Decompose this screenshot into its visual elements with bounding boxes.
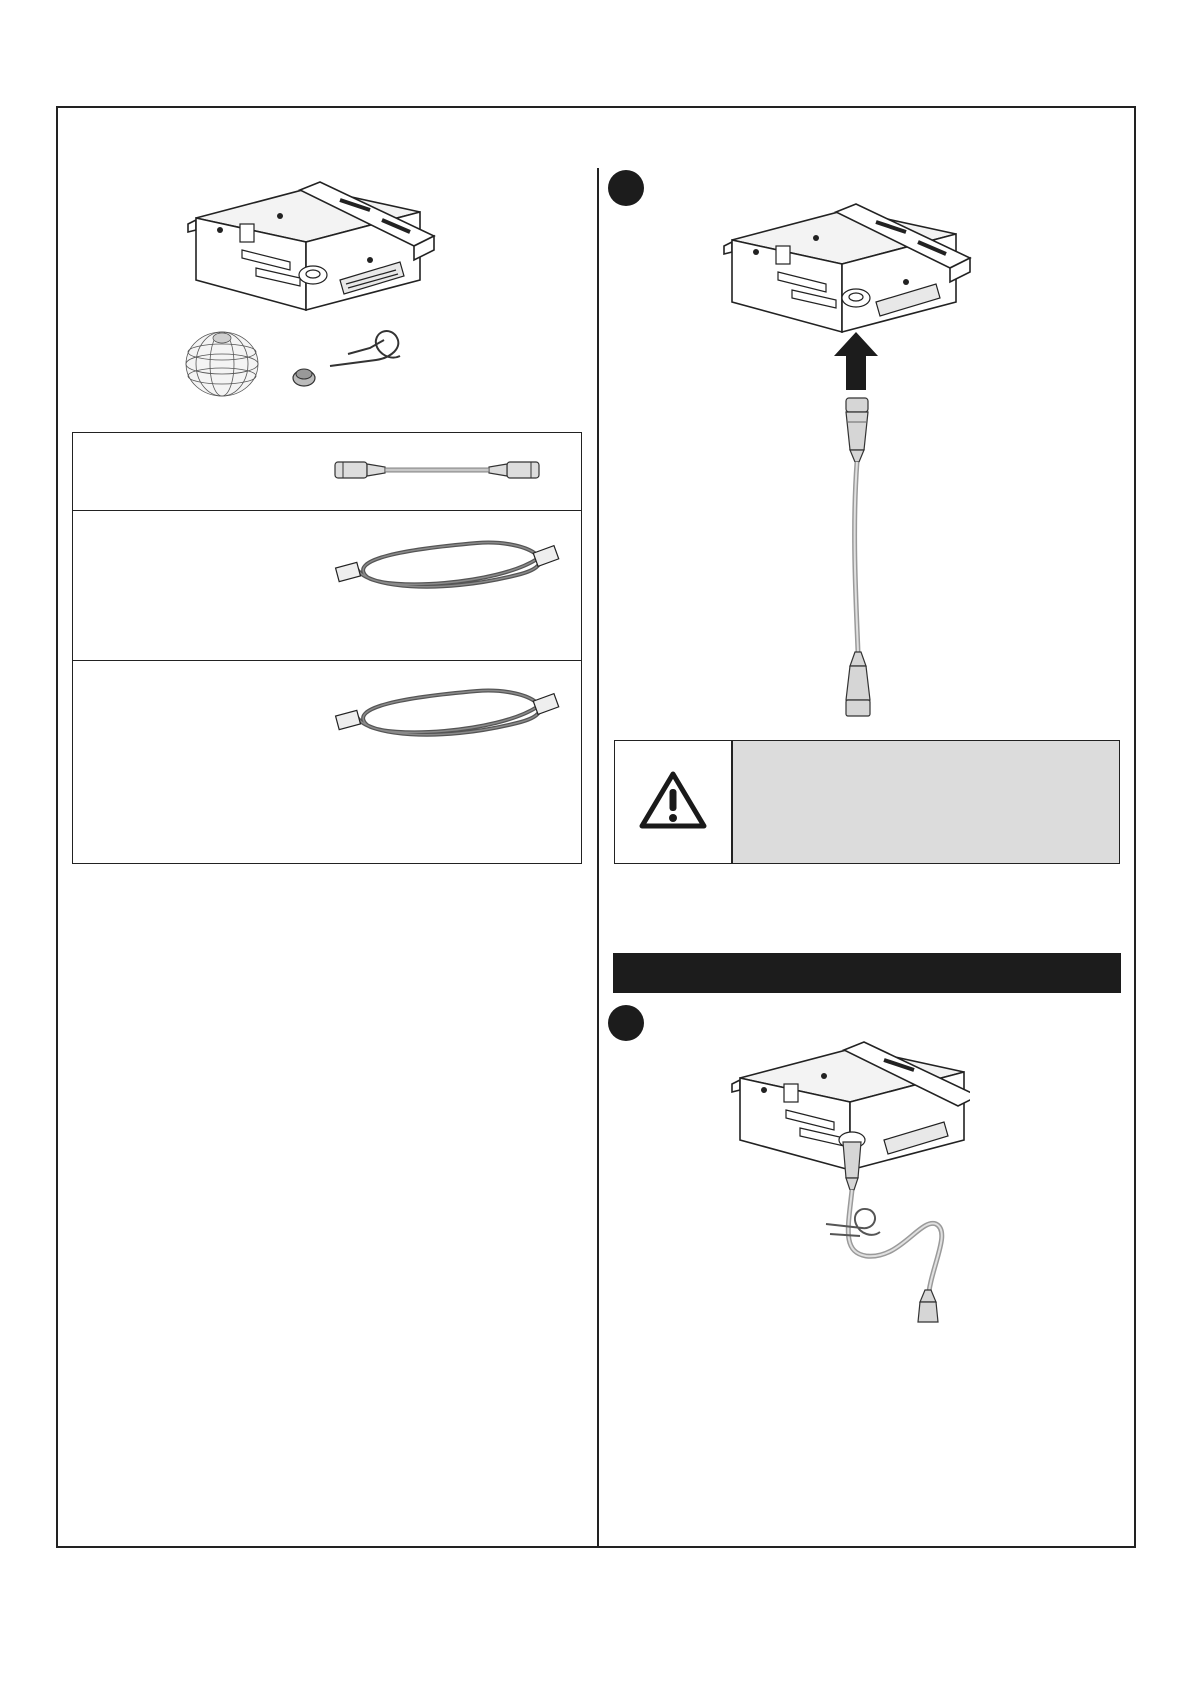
section-header-bar [613, 953, 1121, 993]
network-cable-illustration-1 [327, 525, 567, 595]
network-cable-illustration-2 [327, 673, 567, 743]
column-divider [597, 168, 599, 1548]
step-1-marker [608, 170, 644, 206]
accessory-row-adapter-cable [73, 433, 581, 511]
warning-icon-cell [615, 741, 733, 863]
accessory-row-network-cable-1 [73, 511, 581, 661]
adapter-cable-illustration [331, 453, 561, 487]
unit-cable-insertion-illustration [722, 200, 992, 720]
warning-box [614, 740, 1120, 864]
accessory-table [72, 432, 582, 864]
accessory-row-network-cable-2 [73, 661, 581, 863]
unit-cable-secured-illustration [730, 1038, 970, 1328]
warning-triangle-icon [638, 769, 708, 836]
step-2-marker [608, 1005, 644, 1041]
unit-with-accessories-illustration [170, 180, 450, 400]
